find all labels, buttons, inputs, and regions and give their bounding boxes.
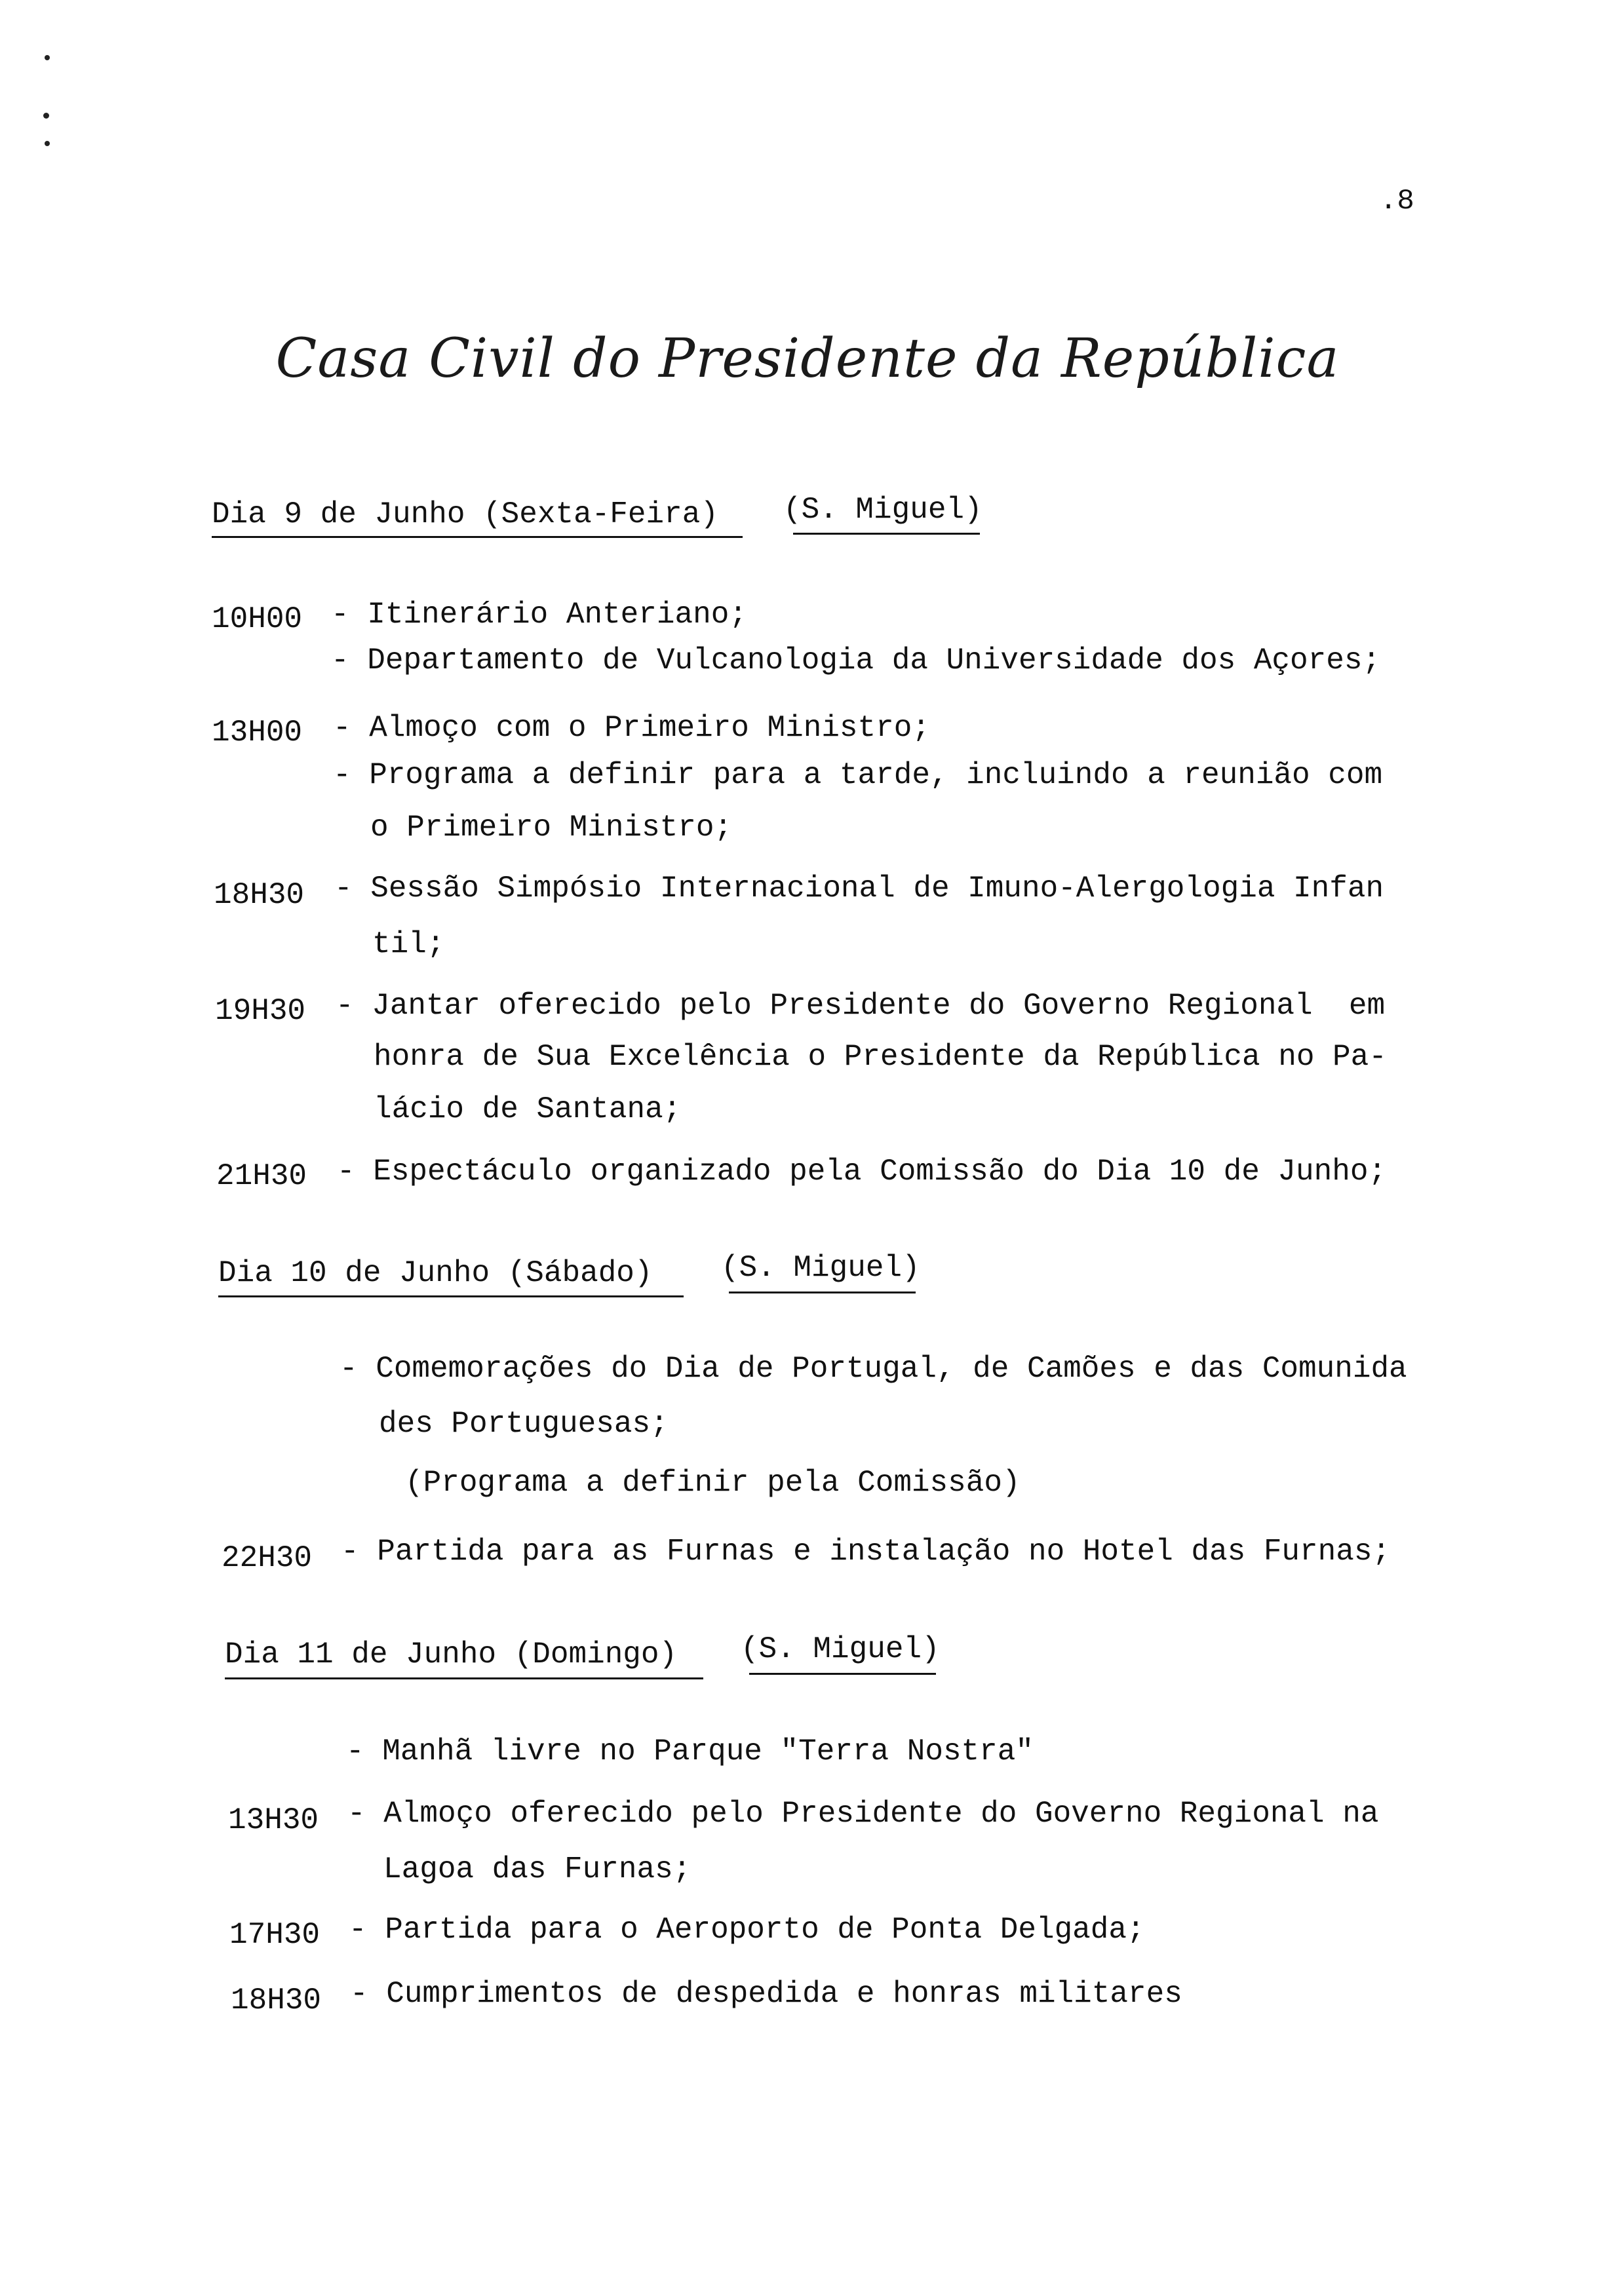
scan-speck [45,55,50,60]
entry-line: - Itinerário Anteriano; [331,598,747,632]
heading-underline [793,533,980,535]
entry-time: 19H30 [215,994,306,1028]
day-heading-place: (S. Miguel) [741,1632,940,1666]
heading-underline [218,1295,684,1297]
entry-line: til; [372,927,445,961]
entry-time: 13H30 [228,1803,319,1837]
entry-line: - Comemorações do Dia de Portugal, de Camões e das Comunida [340,1352,1407,1386]
entry-line: - Programa a definir para a tarde, incluindo a reunião com [333,758,1383,792]
entry-time: 18H30 [231,1983,322,2018]
entry-line: Lagoa das Furnas; [383,1852,691,1886]
entry-line: - Jantar oferecido pelo Presidente do Governo Regional em [336,989,1386,1023]
day-heading-date: Dia 10 de Junho (Sábado) [218,1256,653,1290]
entry-line: des Portuguesas; [379,1407,669,1441]
entry-line: - Cumprimentos de despedida e honras militares [350,1977,1182,2011]
entry-time: 17H30 [229,1918,321,1952]
entry-time: 13H00 [212,716,303,750]
day-heading-place: (S. Miguel) [721,1251,920,1285]
heading-underline [225,1677,703,1679]
entry-line: honra de Sua Excelência o Presidente da República no Pa- [374,1040,1387,1074]
heading-underline [749,1673,936,1675]
entry-line: - Partida para o Aeroporto de Ponta Delgada; [349,1913,1145,1947]
letterhead: Casa Civil do Presidente da República [275,328,1340,390]
entry-line: - Manhã livre no Parque "Terra Nostra" [346,1734,1034,1769]
heading-underline [729,1292,916,1293]
entry-line: - Partida para as Furnas e instalação no Hotel das Furnas; [341,1535,1391,1569]
heading-underline [212,536,743,538]
entry-time: 10H00 [212,602,303,636]
entry-line: lácio de Santana; [374,1092,682,1126]
entry-line: (Programa a definir pela Comissão) [405,1466,1021,1500]
entry-line: o Primeiro Ministro; [370,811,733,845]
entry-line: - Almoço com o Primeiro Ministro; [333,711,930,745]
scan-speck [45,141,50,146]
day-heading-place: (S. Miguel) [783,493,983,527]
entry-time: 21H30 [216,1159,307,1193]
entry-line: - Departamento de Vulcanologia da Universidade dos Açores; [331,643,1381,678]
entry-time: 22H30 [222,1541,313,1575]
entry-time: 18H30 [214,878,305,912]
entry-line: - Almoço oferecido pelo Presidente do Governo Regional na [347,1797,1379,1831]
day-heading-date: Dia 11 de Junho (Domingo) [225,1637,678,1672]
entry-line: - Espectáculo organizado pela Comissão do Dia 10 de Junho; [337,1155,1387,1189]
page-number: .8 [1380,185,1414,218]
day-heading-date: Dia 9 de Junho (Sexta-Feira) [212,497,718,531]
scan-speck [43,113,49,119]
entry-line: - Sessão Simpósio Internacional de Imuno-Alergologia Infan [334,871,1384,906]
